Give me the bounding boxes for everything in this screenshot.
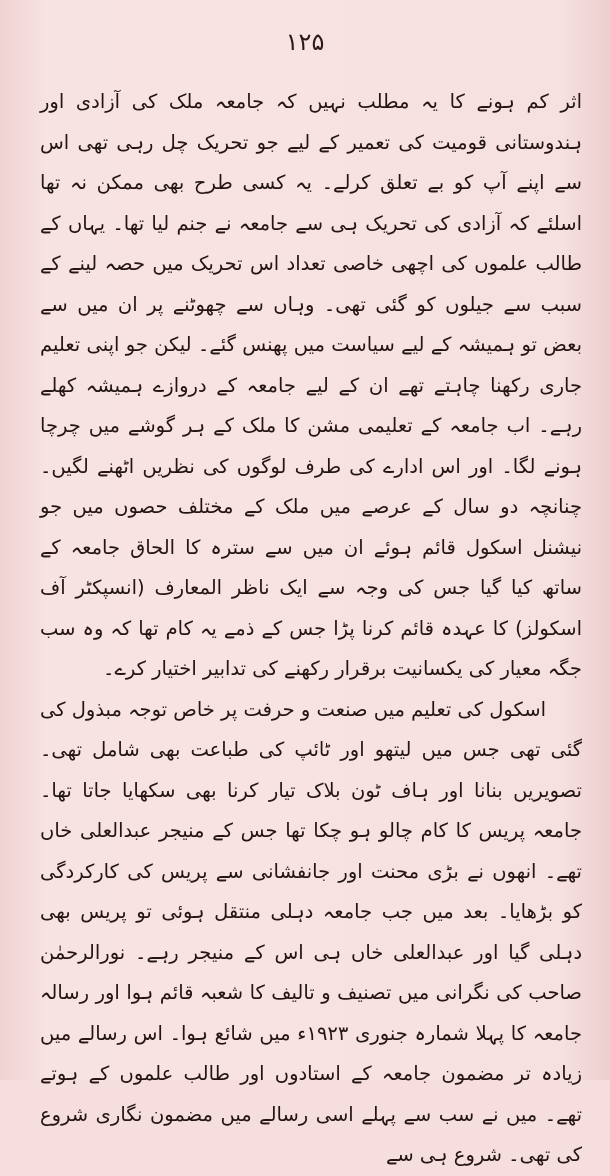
page-number: ۱۲۵ — [285, 28, 325, 56]
page-body-text — [40, 82, 582, 1176]
paragraph-1: اثر کم ہونے کا یہ مطلب نہیں کہ جامعہ ملک کی آزادی اور ہندوستانی قومیت کی تعمیر کے لیے جو تحریک چل رہی تھی اس سے اپنے آپ کو بے تعلق کرلے۔ یہ کسی طرح بھی ممکن نہ تھا اسلئے کہ آزادی کی تحریک ہی سے جامعہ نے جنم لیا تھا۔ یہاں کے طالب علموں کی اچھی خاصی تعداد اس تحریک میں حصہ لینے کے سبب سے جیلوں کو گئی تھی۔ وہاں سے چھوٹنے پر ان میں سے بعض تو ہمیشہ کے لیے سیاست میں پھنس گئے۔ لیکن جو اپنی تعلیم جاری رکھنا چاہتے تھے ان کے لیے جامعہ کے دروازے ہمیشہ کھلے رہے۔ اب جامعہ کے تعلیمی مشن کا ملک کے ہر گوشے میں چرچا ہونے لگا۔ اور اس ادارے کی طرف لوگوں کی نظریں اٹھنے لگیں۔ چنانچہ دو سال کے عرصے میں ملک کے مختلف حصوں میں جو نیشنل اسکول قائم ہوئے ان میں سے سترہ کا الحاق جامعہ کے ساتھ کیا گیا جس کی وجہ سے ایک ناظر المعارف (انسپکٹر آف اسکولز) کا عہدہ قائم کرنا پڑا جس کے ذمے یہ کام تھا کہ وہ سب جگہ معیار کی یکسانیت برقرار رکھنے کی تدابیر اختیار کرے۔ — [40, 90, 582, 680]
paragraph-2: اسکول کی تعلیم میں صنعت و حرفت پر خاص توجہ مبذول کی گئی تھی جس میں لیتھو اور ٹائپ کی طباعت بھی شامل تھی۔ تصویریں بنانا اور ہاف ٹون بلاک تیار کرنا بھی سکھایا جاتا تھا۔ جامعہ پریس کا کام چالو ہو چکا تھا جس کے منیجر عبدالعلی خاں تھے۔ انھوں نے بڑی محنت اور جانفشانی سے پریس کی کارکردگی کو بڑھایا۔ بعد میں جب جامعہ دہلی منتقل ہوئی تو پریس بھی دہلی گیا اور عبدالعلی خاں ہی اس کے منیجر رہے۔ نورالرحمٰن صاحب کی نگرانی میں تصنیف و تالیف کا شعبہ قائم ہوا اور رسالہ جامعہ کا پہلا شمارہ جنوری ۱۹۲۳ء میں شائع ہوا۔ اس رسالے میں زیادہ تر مضمون جامعہ کے استادوں اور طالب علموں کے ہوتے تھے۔ میں نے سب سے پہلے اسی رسالے میں مضمون نگاری شروع کی تھی۔ شروع ہی سے — [40, 697, 583, 1166]
